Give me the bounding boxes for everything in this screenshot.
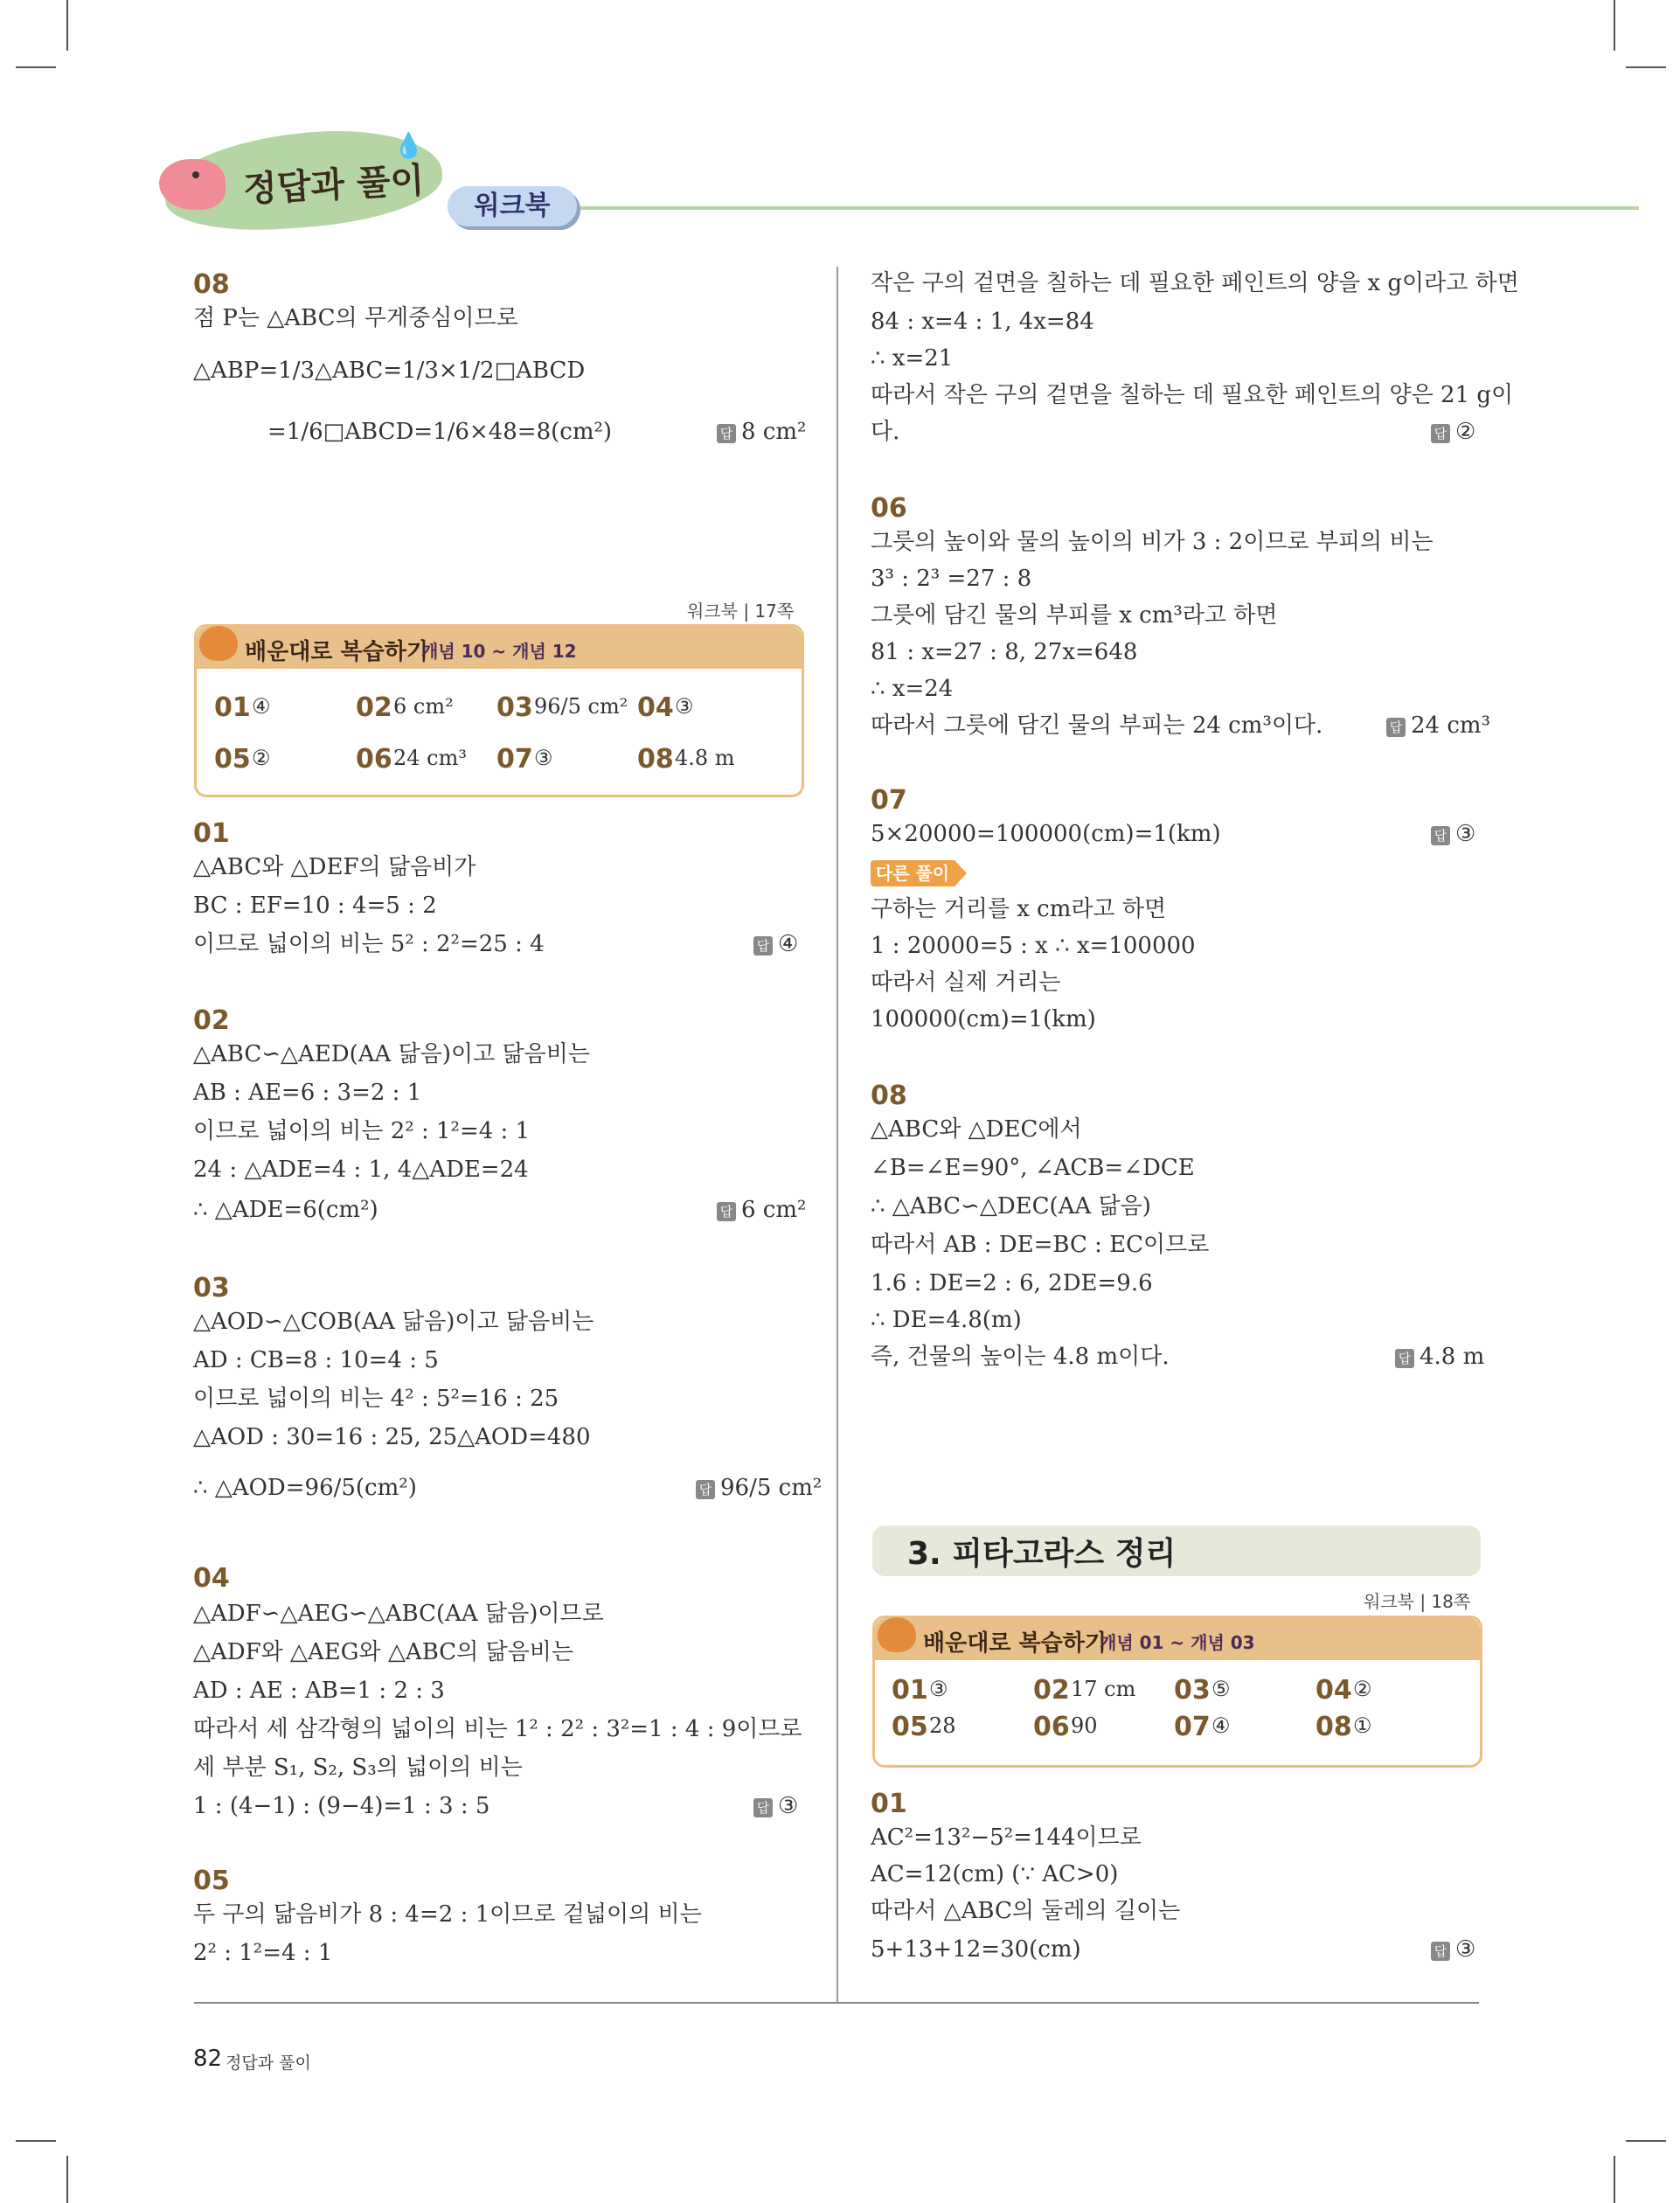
- math-line: ∠B=∠E=90°, ∠ACB=∠DCE: [871, 1155, 1195, 1181]
- review-item-number: 03: [1174, 1675, 1211, 1706]
- answer-icon: 답: [717, 1202, 736, 1221]
- header-rule: [542, 206, 1639, 210]
- section-title: 3. 피타고라스 정리: [907, 1536, 1177, 1572]
- text-line: △ABC와 △DEF의 닮음비가: [193, 854, 476, 880]
- math-line: 1.6 : DE=2 : 6, 2DE=9.6: [871, 1270, 1153, 1296]
- review-item-value: 90: [1071, 1713, 1098, 1738]
- math-line: ∴ DE=4.8(m): [871, 1307, 1022, 1333]
- answer: 답 4.8 m: [1395, 1343, 1484, 1371]
- workbook-ref: 워크북 | 17쪽: [687, 601, 795, 622]
- text-line: 따라서 AB : DE=BC : EC이므로: [871, 1232, 1210, 1258]
- review-item-value: ③: [534, 746, 553, 770]
- review-item-value: ③: [929, 1677, 948, 1701]
- review-concepts: 개념 10 ~ 개념 12: [421, 641, 577, 662]
- text-line: 따라서 그릇에 담긴 물의 부피는 24 cm³이다.: [871, 712, 1323, 739]
- answer: 답 ②: [1431, 418, 1475, 446]
- text-line: 이므로 넓이의 비는 4² : 5²=16 : 25: [193, 1386, 559, 1412]
- text-line: 따라서 세 삼각형의 넓이의 비는 1² : 2² : 3²=1 : 4 : 9이므로: [193, 1716, 802, 1742]
- text-line: 따라서 △ABC의 둘레의 길이는: [871, 1898, 1181, 1924]
- answer-icon: 답: [696, 1480, 715, 1499]
- answer: 답 ③: [1431, 1935, 1475, 1963]
- review-item-number: 02: [1033, 1675, 1070, 1706]
- mascot-eye: [192, 171, 199, 178]
- footer-label: 정답과 풀이: [226, 2054, 311, 2073]
- answer-icon: 답: [1431, 424, 1450, 443]
- text-line: 세 부분 S₁, S₂, S₃의 넓이의 비는: [193, 1755, 523, 1781]
- review-item-number: 08: [637, 744, 674, 775]
- review-item-value: 4.8 m: [675, 746, 735, 770]
- math-line: 1 : (4−1) : (9−4)=1 : 3 : 5: [193, 1793, 490, 1819]
- problem-number: 04: [193, 1563, 230, 1594]
- text-line: 이므로 넓이의 비는 2² : 1²=4 : 1: [193, 1118, 531, 1144]
- alt-solution-tag: 다른 풀이: [871, 860, 955, 886]
- water-drops-icon: 💧: [393, 131, 424, 160]
- math-line: ∴ △ADE=6(cm²): [193, 1197, 378, 1223]
- dog-mascot-icon: [199, 626, 238, 661]
- problem-number: 01: [193, 818, 230, 849]
- text-line: 그릇에 담긴 물의 부피를 x cm³라고 하면: [871, 602, 1278, 629]
- text-line: 점 P는 △ABC의 무게중심이므로: [193, 305, 518, 331]
- math-line: ∴ x=21: [871, 345, 954, 372]
- review-title: 배운대로 복습하기: [245, 639, 428, 665]
- answer-icon: 답: [1395, 1349, 1414, 1368]
- crop-mark: [1626, 66, 1666, 68]
- math-line: 100000(cm)=1(km): [871, 1006, 1096, 1032]
- review-item-value: ②: [252, 746, 271, 770]
- crop-mark: [1614, 0, 1615, 51]
- page-number: 82: [193, 2046, 223, 2072]
- text-line: 이므로 넓이의 비는 5² : 2²=25 : 4: [193, 931, 545, 957]
- text-line: 따라서 실제 거리는: [871, 969, 1061, 996]
- text-line: 다.: [871, 419, 900, 445]
- answer-icon: 답: [753, 1798, 773, 1817]
- text-line: △AOD∽△COB(AA 닮음)이고 닮음비는: [193, 1309, 594, 1335]
- math-line: 5+13+12=30(cm): [871, 1936, 1081, 1963]
- crop-mark: [1614, 2156, 1615, 2203]
- review-item-number: 05: [892, 1712, 928, 1742]
- answer-icon: 답: [753, 936, 773, 956]
- review-item-value: 24 cm³: [393, 746, 467, 770]
- crop-mark: [66, 2156, 68, 2203]
- review-item-value: ③: [675, 694, 694, 719]
- math-line: AB : AE=6 : 3=2 : 1: [193, 1080, 422, 1106]
- review-item-number: 08: [1316, 1712, 1352, 1742]
- answer: 답 24 cm³: [1386, 712, 1490, 740]
- math-line: 5×20000=100000(cm)=1(km): [871, 821, 1221, 847]
- answer-icon: 답: [717, 424, 736, 443]
- answer-icon: 답: [1386, 718, 1406, 737]
- text-line: △ABC와 △DEC에서: [871, 1116, 1082, 1143]
- problem-number: 08: [871, 1081, 907, 1111]
- review-item-value: ④: [1211, 1713, 1231, 1738]
- review-item-value: ⑤: [1211, 1677, 1231, 1701]
- math-line: AC=12(cm) (∵ AC>0): [871, 1861, 1119, 1887]
- review-item-value: ④: [252, 694, 271, 719]
- math-line: BC : EF=10 : 4=5 : 2: [193, 893, 437, 919]
- math-line: AD : CB=8 : 10=4 : 5: [193, 1347, 439, 1373]
- problem-number: 02: [193, 1005, 230, 1036]
- review-title: 배운대로 복습하기: [923, 1630, 1107, 1657]
- review-item-number: 01: [214, 692, 251, 723]
- footer-rule: [194, 2002, 1479, 2004]
- review-item-value: ①: [1353, 1713, 1372, 1738]
- text-line: 즉, 건물의 높이는 4.8 m이다.: [871, 1344, 1170, 1370]
- problem-number: 01: [871, 1789, 907, 1819]
- problem-number: 06: [871, 493, 907, 524]
- math-line: 81 : x=27 : 8, 27x=648: [871, 639, 1138, 665]
- review-item-number: 03: [496, 692, 533, 723]
- workbook-ref: 워크북 | 18쪽: [1364, 1591, 1471, 1612]
- page-title: 정답과 풀이: [242, 160, 426, 211]
- crop-mark: [16, 66, 56, 68]
- crop-mark: [66, 0, 68, 51]
- review-item-number: 05: [214, 744, 251, 775]
- review-item-value: 28: [929, 1713, 956, 1738]
- answer: 답 96/5 cm²: [696, 1474, 822, 1502]
- problem-number: 07: [871, 785, 907, 816]
- math-line: 1 : 20000=5 : x ∴ x=100000: [871, 933, 1196, 959]
- text-line: 작은 구의 겉면을 칠하는 데 필요한 페인트의 양을 x g이라고 하면: [871, 270, 1519, 296]
- review-item-number: 06: [356, 744, 392, 775]
- math-line: AC²=13²−5²=144이므로: [871, 1824, 1142, 1851]
- problem-number: 03: [193, 1273, 230, 1303]
- answer-icon: 답: [1431, 826, 1450, 845]
- text-line: △ADF∽△AEG∽△ABC(AA 닮음)이므로: [193, 1601, 604, 1627]
- text-line: 구하는 거리를 x cm라고 하면: [871, 896, 1167, 922]
- text-line: △ABC∽△AED(AA 닮음)이고 닮음비는: [193, 1041, 590, 1067]
- answer-icon: 답: [1431, 1942, 1450, 1961]
- math-line: =1/6□ABCD=1/6×48=8(cm²): [267, 419, 613, 445]
- math-line: ∴ △ABC∽△DEC(AA 닮음): [871, 1193, 1151, 1220]
- review-item-value: ②: [1353, 1677, 1372, 1701]
- answer: 답 ④: [753, 930, 798, 958]
- text-line: △ADF와 △AEG와 △ABC의 닮음비는: [193, 1639, 574, 1665]
- review-item-value: 6 cm²: [393, 694, 454, 719]
- problem-number: 08: [193, 269, 230, 300]
- math-line: AD : AE : AB=1 : 2 : 3: [193, 1678, 445, 1704]
- math-line: 24 : △ADE=4 : 1, 4△ADE=24: [193, 1157, 529, 1183]
- text-line: 두 구의 닮음비가 8 : 4=2 : 1이므로 겉넓이의 비는: [193, 1901, 702, 1928]
- review-concepts: 개념 01 ~ 개념 03: [1100, 1632, 1255, 1653]
- text-line: 그릇의 높이와 물의 높이의 비가 3 : 2이므로 부피의 비는: [871, 529, 1434, 555]
- answer: 답 ③: [753, 1792, 798, 1820]
- review-item-number: 06: [1033, 1712, 1070, 1742]
- math-line: ∴ △AOD=96/5(cm²): [193, 1475, 417, 1501]
- review-item-number: 07: [496, 744, 533, 775]
- answer: 답 6 cm²: [717, 1196, 806, 1224]
- math-line: 2² : 1²=4 : 1: [193, 1940, 333, 1966]
- math-line: △ABP=1/3△ABC=1/3×1/2□ABCD: [193, 358, 586, 384]
- review-item-number: 01: [892, 1675, 928, 1706]
- answer: 답 8 cm²: [717, 418, 806, 446]
- review-item-number: 04: [1316, 1675, 1352, 1706]
- dog-mascot-icon: [878, 1617, 916, 1652]
- math-line: 84 : x=4 : 1, 4x=84: [871, 309, 1094, 335]
- review-item-number: 02: [356, 692, 392, 723]
- problem-number: 05: [193, 1866, 230, 1896]
- crop-mark: [1626, 2140, 1666, 2142]
- workbook-tab: 워크북: [448, 186, 577, 226]
- math-line: △AOD : 30=16 : 25, 25△AOD=480: [193, 1424, 591, 1450]
- review-item-number: 07: [1174, 1712, 1211, 1742]
- review-item-number: 04: [637, 692, 674, 723]
- crop-mark: [16, 2140, 56, 2142]
- review-item-value: 96/5 cm²: [534, 694, 628, 719]
- column-divider: [837, 267, 838, 2002]
- math-line: 3³ : 2³ =27 : 8: [871, 566, 1032, 592]
- text-line: 따라서 작은 구의 겉면을 칠하는 데 필요한 페인트의 양은 21 g이: [871, 382, 1514, 408]
- fish-mascot-icon: [159, 159, 226, 210]
- answer: 답 ③: [1431, 820, 1475, 848]
- math-line: ∴ x=24: [871, 676, 954, 702]
- review-item-value: 17 cm: [1071, 1677, 1136, 1701]
